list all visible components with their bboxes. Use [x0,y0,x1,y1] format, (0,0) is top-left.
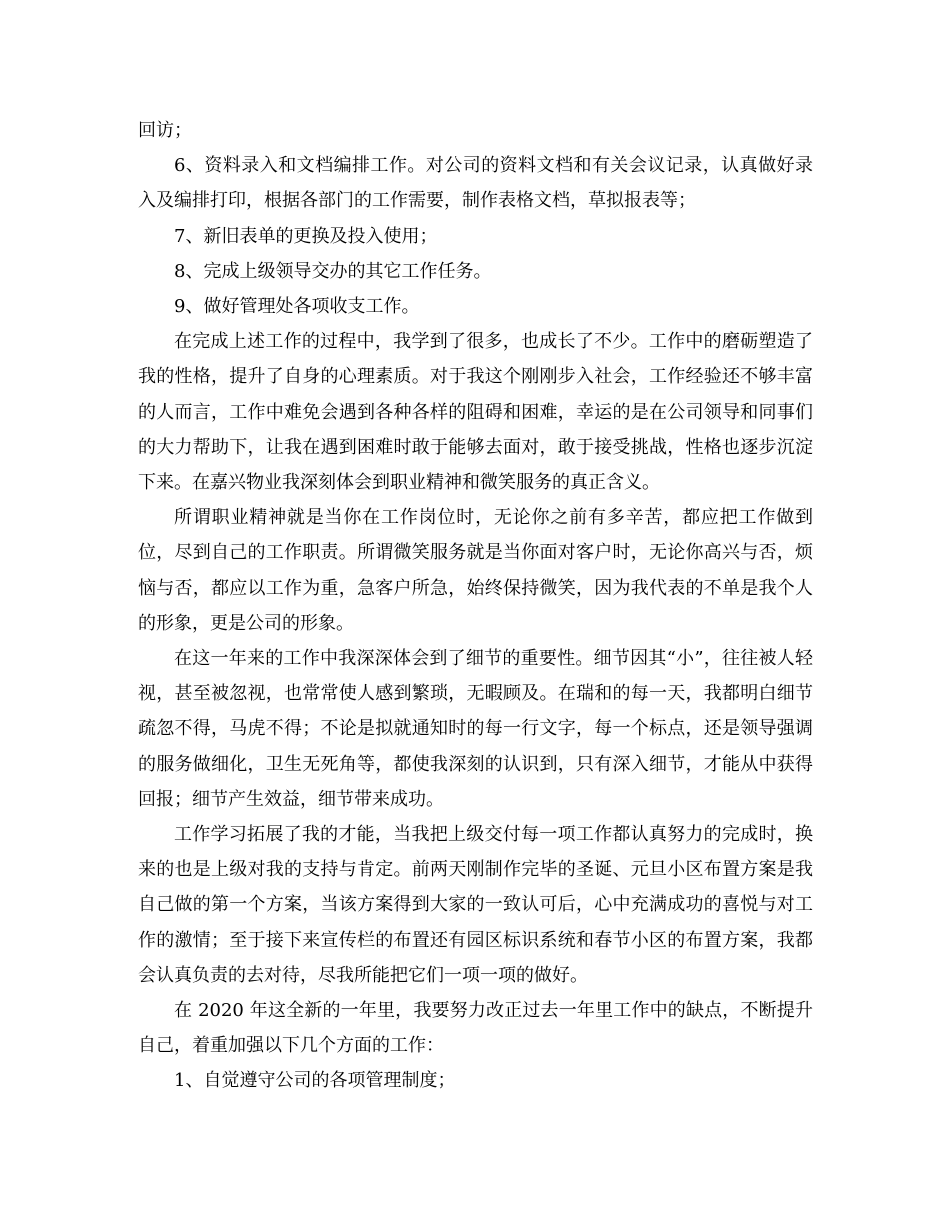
paragraph: 在这一年来的工作中我深深体会到了细节的重要性。细节因其“小”，往往被人轻视，甚至被忽视，也常常使人感到繁琐，无暇顾及。在瑞和的每一天，我都明白细节疏忽不得，马虎不得；不论是拟就通知时的每一行文字，每一个标点，还是领导强调的服务做细化，卫生无死角等，都使我深刻的认识到，只有深入细节，才能从中获得回报；细节产生效益，细节带来成功。 [138,648,813,810]
paragraph: 在完成上述工作的过程中，我学到了很多，也成长了不少。工作中的磨砺塑造了我的性格，提升了自身的心理素质。对于我这个刚刚步入社会，工作经验还不够丰富的人而言，工作中难免会遇到各种各样的阻碍和困难，幸运的是在公司领导和同事们的大力帮助下，让我在遇到困难时敢于能够去面对，敢于接受挑战，性格也逐步沉淀下来。在嘉兴物业我深刻体会到职业精神和微笑服务的真正含义。 [138,331,813,494]
paragraph: 1、自觉遵守公司的各项管理制度； [174,1070,456,1092]
paragraph: 6、资料录入和文档编排工作。对公司的资料文档和有关会议记录，认真做好录入及编排打印，根据各部门的工作需要，制作表格文档，草拟报表等； [138,155,813,212]
paragraph: 8、完成上级领导交办的其它工作任务。 [174,260,492,282]
document-body [138,113,813,1099]
paragraph: 9、做好管理处各项收支工作。 [174,296,420,318]
paragraph: 在 2020 年这全新的一年里，我要努力改正过去一年里工作中的缺点，不断提升自己，着重加强以下几个方面的工作： [138,1000,813,1057]
paragraph: 7、新旧表单的更换及投入使用； [174,225,438,247]
paragraph: 所谓职业精神就是当你在工作岗位时，无论你之前有多辛苦，都应把工作做到位，尽到自己的工作职责。所谓微笑服务就是当你面对客户时，无论你高兴与否，烦恼与否，都应以工作为重，急客户所急，始终保持微笑，因为我代表的不单是我个人的形象，更是公司的形象。 [138,507,813,634]
paragraph: 回访； [138,120,192,141]
paragraph: 工作学习拓展了我的才能，当我把上级交付每一项工作都认真努力的完成时，换来的也是上级对我的支持与肯定。前两天刚制作完毕的圣诞、元旦小区布置方案是我自己做的第一个方案，当该方案得到大家的一致认可后，心中充满成功的喜悦与对工作的激情；至于接下来宣传栏的布置还有园区标识系统和春节小区的布置方案，我都会认真负责的去对待，尽我所能把它们一项一项的做好。 [138,824,813,986]
